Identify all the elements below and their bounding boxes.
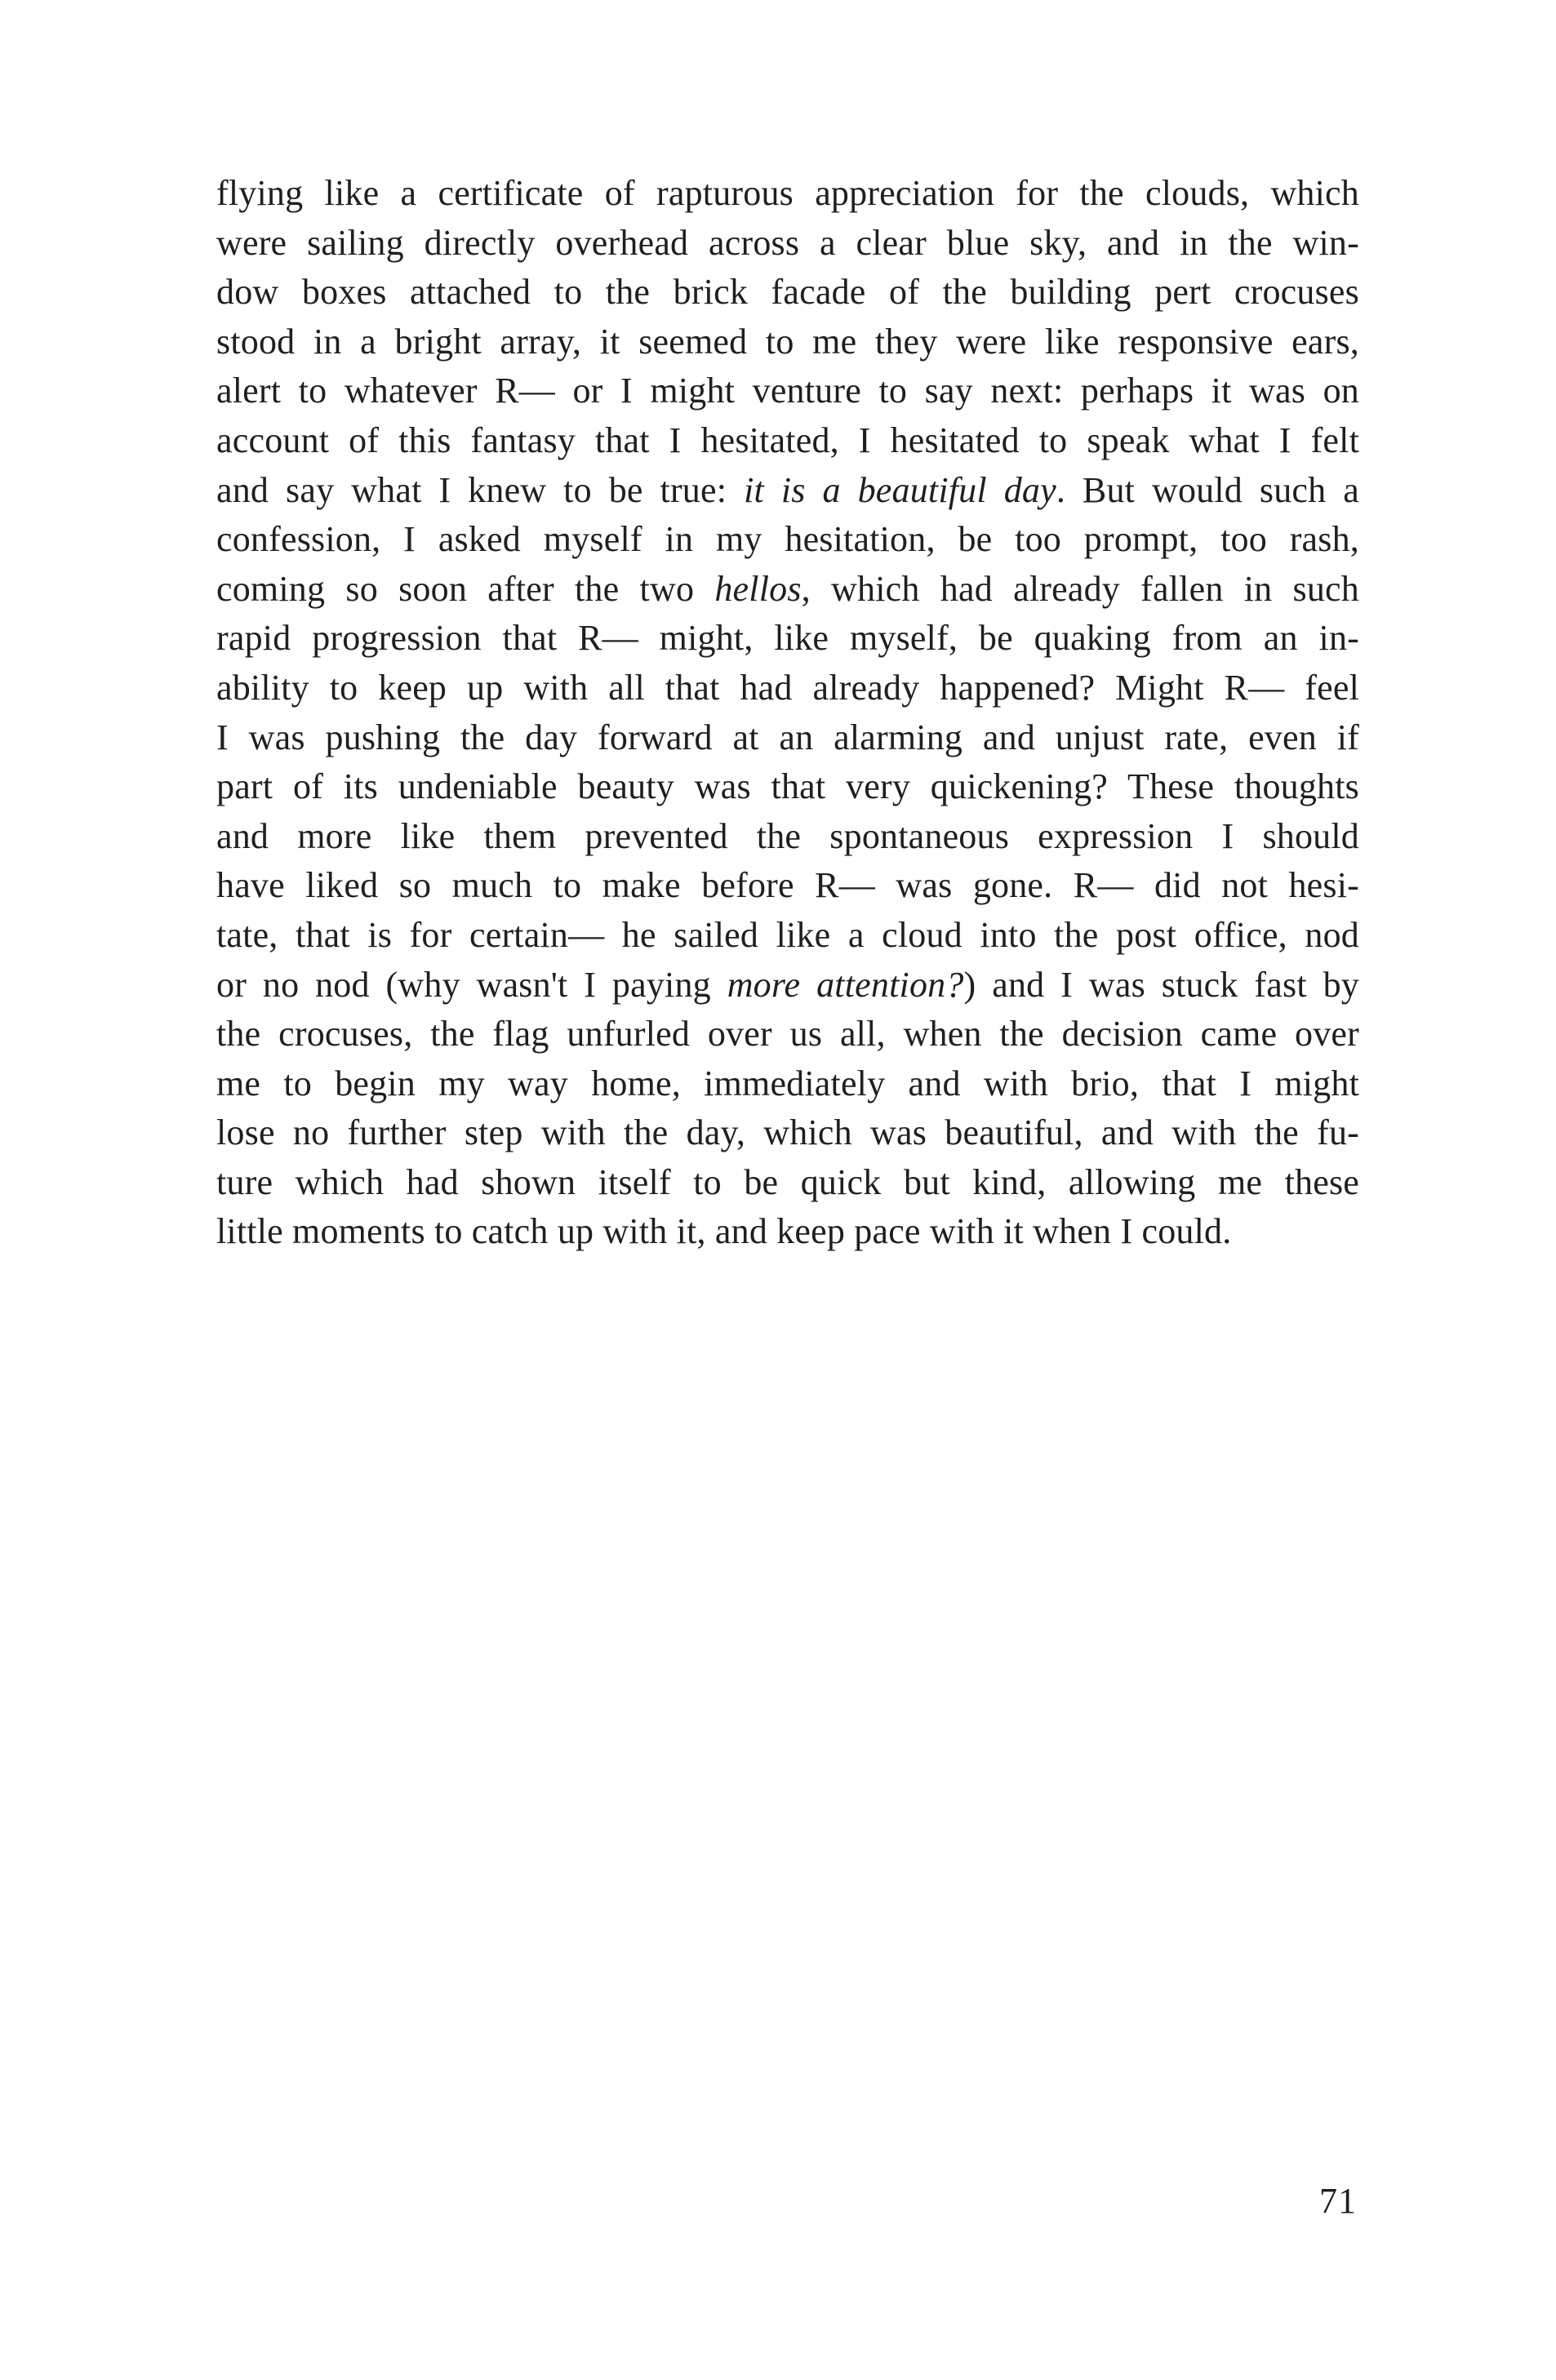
text-line xyxy=(216,1059,1359,1109)
text-line xyxy=(216,713,1359,763)
italic-text: hellos xyxy=(714,568,802,609)
text-line xyxy=(216,664,1359,713)
text-segment: confession, I asked myself in my hesitation, be too prompt, too rash, xyxy=(216,519,1359,560)
text-line xyxy=(216,812,1359,862)
text-line xyxy=(216,366,1359,416)
italic-text: more attention? xyxy=(727,964,964,1005)
text-line xyxy=(216,614,1359,664)
text-line xyxy=(216,1207,1359,1257)
text-segment: ) and I was stuck fast by xyxy=(963,964,1359,1005)
text-line xyxy=(216,317,1359,367)
text-segment: me to begin my way home, immediately and with brio, that I might xyxy=(216,1063,1359,1103)
text-segment: were sailing directly overhead across a clear blue sky, and in the win- xyxy=(216,222,1359,263)
text-segment: little moments to catch up with it, and keep pace with it when I could. xyxy=(216,1211,1232,1252)
text-segment: have liked so much to make before R— was gone. R— did not hesi- xyxy=(216,865,1359,906)
text-segment: part of its undeniable beauty was that very quickening? These thoughts xyxy=(216,766,1359,807)
body-text xyxy=(216,169,1359,1257)
text-line xyxy=(216,219,1359,269)
text-line xyxy=(216,515,1359,565)
text-line xyxy=(216,466,1359,516)
text-segment: dow boxes attached to the brick facade of the building pert crocuses xyxy=(216,272,1359,313)
text-segment: ability to keep up with all that had already happened? Might R— feel xyxy=(216,667,1359,708)
text-line xyxy=(216,911,1359,961)
text-segment: tate, that is for certain— he sailed like a cloud into the post office, nod xyxy=(216,914,1359,955)
text-line xyxy=(216,1158,1359,1208)
italic-text: it is a beautiful day xyxy=(744,469,1056,510)
text-segment: the crocuses, the flag unfurled over us all, when the decision came over xyxy=(216,1014,1359,1055)
text-line xyxy=(216,169,1359,219)
text-line xyxy=(216,416,1359,466)
text-segment: . But would such a xyxy=(1056,469,1359,510)
text-line xyxy=(216,861,1359,911)
text-line xyxy=(216,1010,1359,1059)
text-segment: , which had already fallen in such xyxy=(801,568,1359,609)
text-segment: and say what I knew to be true: xyxy=(216,469,745,510)
text-segment: and more like them prevented the spontaneous expression I should xyxy=(216,815,1359,856)
text-line xyxy=(216,565,1359,615)
text-segment: coming so soon after the two xyxy=(216,568,715,609)
text-segment: ture which had shown itself to be quick but kind, allowing me these xyxy=(216,1161,1359,1202)
text-segment: rapid progression that R— might, like myself, be quaking from an in- xyxy=(216,618,1359,659)
text-segment: account of this fantasy that I hesitated, I hesitated to speak what I felt xyxy=(216,420,1359,460)
text-segment: I was pushing the day forward at an alarming and unjust rate, even if xyxy=(216,717,1359,757)
text-segment: lose no further step with the day, which was beautiful, and with the fu- xyxy=(216,1112,1359,1153)
text-segment: alert to whatever R— or I might venture to say next: perhaps it was on xyxy=(216,371,1359,411)
text-segment: or no nod (why wasn't I paying xyxy=(216,964,727,1005)
text-segment: flying like a certificate of rapturous appreciation for the clouds, which xyxy=(216,173,1359,213)
page-number: 71 xyxy=(1319,2181,1357,2221)
text-segment: stood in a bright array, it seemed to me they were like responsive ears, xyxy=(216,321,1359,362)
text-line xyxy=(216,268,1359,317)
text-line xyxy=(216,1108,1359,1158)
text-line xyxy=(216,961,1359,1010)
text-line xyxy=(216,762,1359,812)
